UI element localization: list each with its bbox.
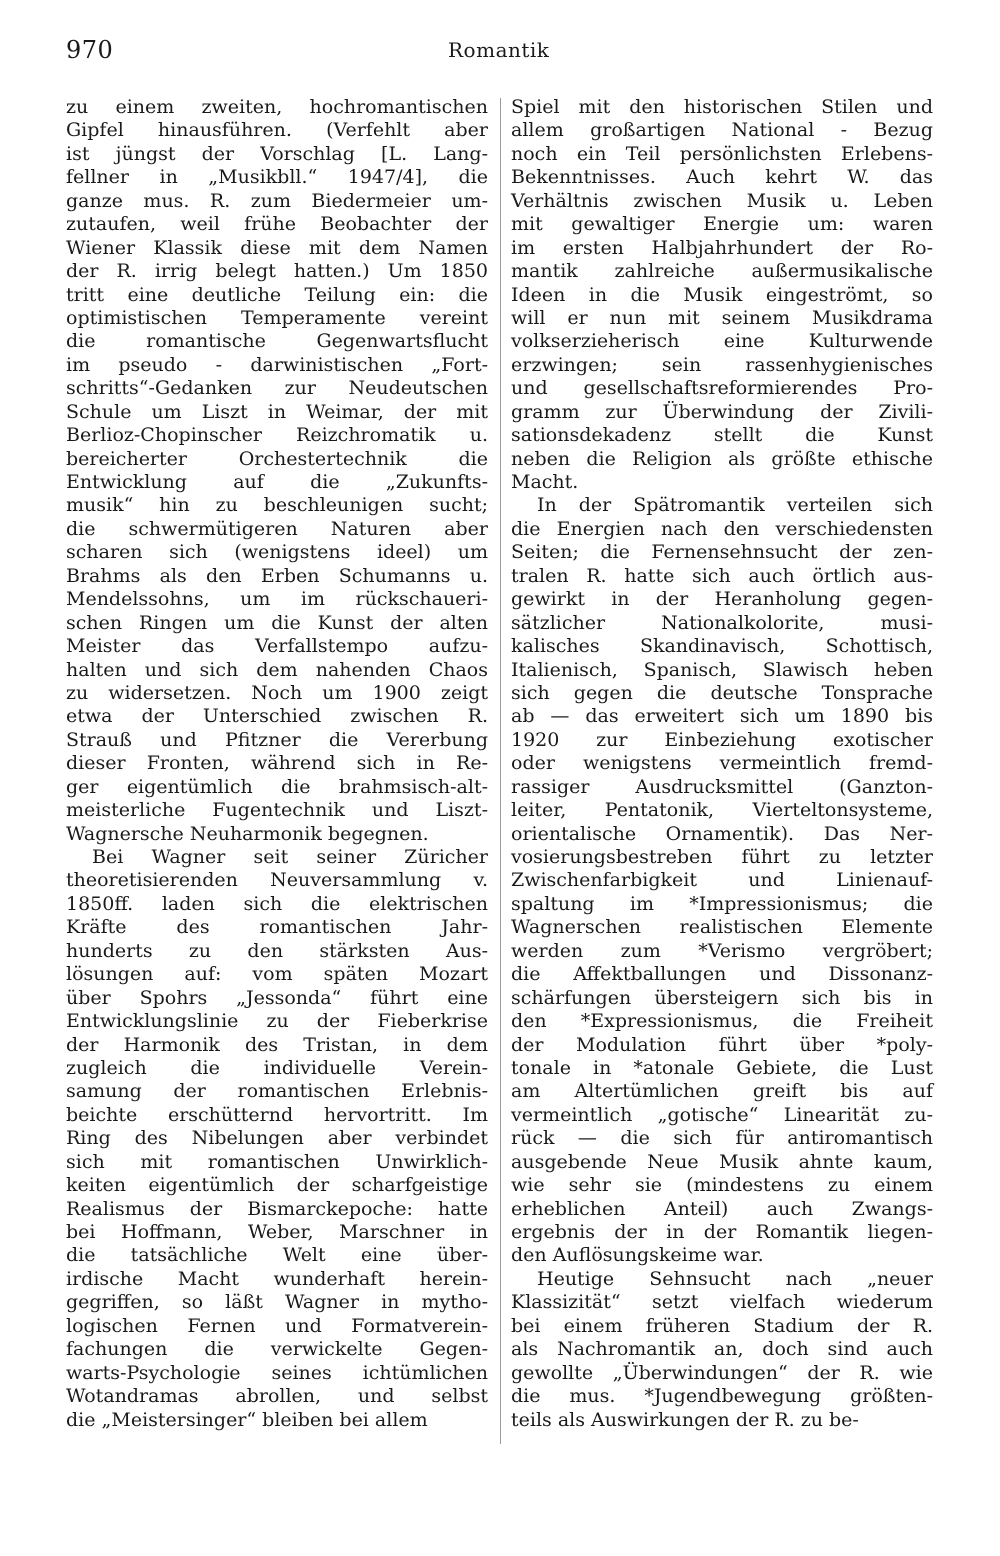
right-text-column [511,96,933,1432]
right-column-line: erheblichen Anteil) auch Zwangs- [511,1197,933,1220]
right-column-line: allem großartigen National - Bezug [511,119,933,142]
right-column-line: am Altertümlichen greift bis auf [511,1080,933,1103]
left-column-line: samung der romantischen Erlebnis- [66,1080,488,1103]
left-column-line: zu widersetzen. Noch um 1900 zeigt [66,681,488,704]
right-column-line: rück — die sich für antiromantisch [511,1127,933,1150]
right-column-line: Wagnerschen realistischen Elemente [511,916,933,939]
left-column-line: Entwicklungslinie zu der Fieberkrise [66,1010,488,1033]
right-column-line: rassiger Ausdrucksmittel (Ganzton- [511,775,933,798]
right-column-line: als Nachromantik an, doch sind auch [511,1338,933,1361]
right-column-line: Macht. [511,471,579,493]
left-column-line: logischen Fernen und Formatverein- [66,1314,488,1337]
left-column-line: im pseudo - darwinistischen „Fort- [66,353,488,376]
right-column-line: Seiten; die Fernensehnsucht der zen- [511,541,933,564]
right-column-line: vermeintlich „gotische“ Linearität zu- [511,1103,933,1126]
right-column-line: die Energien nach den verschiedensten [511,517,933,540]
right-column-line: ergebnis der in der Romantik liegen- [511,1221,933,1243]
left-column-line: schritts“-Gedanken zur Neudeutschen [66,377,488,400]
right-column-line: Klassizität“ setzt vielfach wiederum [511,1291,933,1314]
right-column-line: der Modulation führt über *poly- [511,1033,933,1056]
right-column-line: teils als Auswirkungen der R. zu be- [511,1408,859,1431]
left-column-line: Wotandramas abrollen, und selbst [66,1385,488,1408]
left-column-line: scharen sich (wenigstens ideel) um [66,541,488,564]
left-column-line: meisterliche Fugentechnik und Liszt- [66,799,488,822]
left-column-line: Brahms als den Erben Schumanns u. [66,564,488,587]
right-column-line: orientalische Ornamentik). Das Ner- [511,822,933,845]
page-number: 970 [66,36,114,64]
left-column-line: ganze mus. R. zum Biedermeier um- [66,189,488,212]
left-column-line: tritt eine deutliche Teilung ein: die [66,283,488,306]
right-column-line: mit gewaltiger Energie um: waren [511,213,933,236]
right-column-line: neben die Religion als größte ethische [511,447,933,470]
right-column-line: will er nun mit seinem Musikdrama [511,306,933,329]
left-column-line: Entwicklung auf die „Zukunfts- [66,471,488,493]
right-column-line: bei einem früheren Stadium der R. [511,1314,933,1337]
left-column-line: Bei Wagner seit seiner Züricher [92,846,488,868]
right-column-line: Italienisch, Spanisch, Slawisch heben [511,658,933,681]
left-column-line: der R. irrig belegt hatten.) Um 1850 [66,260,488,283]
right-column-line: den *Expressionismus, die Freiheit [511,1010,933,1033]
left-column-line: die schwermütigeren Naturen aber [66,517,488,540]
right-column-line: tralen R. hatte sich auch örtlich aus- [511,564,933,587]
left-column-line: die „Meistersinger“ bleiben bei allem [66,1408,428,1431]
right-column-line: sich gegen die deutsche Tonsprache [511,681,933,704]
left-column-line: fachungen die verwickelte Gegen- [66,1338,488,1361]
left-column-line: Wagnersche Neuharmonik begegnen. [66,822,429,845]
right-column-line: schärfungen übersteigern sich bis in [511,986,933,1009]
right-column-line: Ideen in die Musik eingeströmt, so [511,283,933,306]
left-column-line: Wiener Klassik diese mit dem Namen [66,236,488,259]
left-column-line: keiten eigentümlich der scharfgeistige [66,1174,488,1197]
left-column-line: Ring des Nibelungen aber verbindet [66,1127,488,1150]
left-column-line: Schule um Liszt in Weimar, der mit [66,400,488,423]
left-column-line: etwa der Unterschied zwischen R. [66,705,488,728]
column-divider [500,98,501,1444]
right-column-line: werden zum *Verismo vergröbert; [511,939,933,962]
right-column-line: Heutige Sehnsucht nach „neuer [537,1267,933,1290]
right-column-line: leiter, Pentatonik, Vierteltonsysteme, [511,799,933,822]
left-column-line: 1850ff. laden sich die elektrischen [66,892,488,915]
right-column-line: und gesellschaftsreformierendes Pro- [511,377,933,400]
left-column-line: zugleich die individuelle Verein- [66,1056,488,1079]
right-column-line: wie sehr sie (mindestens zu einem [511,1174,933,1197]
left-column-line: über Spohrs „Jessonda“ führt eine [66,986,488,1009]
right-column-line: die Affektballungen und Dissonanz- [511,963,933,986]
right-column-line: spaltung im *Impressionismus; die [511,892,933,915]
left-text-column [66,96,488,1432]
right-column-line: den Auflösungskeime war. [511,1244,764,1267]
left-column-line: sich mit romantischen Unwirklich- [66,1150,488,1173]
left-column-line: halten und sich dem nahenden Chaos [66,658,488,681]
left-column-line: optimistischen Temperamente vereint [66,306,488,329]
left-column-line: bereicherter Orchestertechnik die [66,447,488,470]
left-column-line: bei Hoffmann, Weber, Marschner in [66,1221,488,1243]
left-column-line: Mendelssohns, um im rückschaueri- [66,588,488,611]
left-column-line: der Harmonik des Tristan, in dem [66,1033,488,1056]
right-column-line: sätzlicher Nationalkolorite, musi- [511,611,933,634]
right-column-line: vosierungsbestreben führt zu letzter [511,846,933,868]
right-column-line: noch ein Teil persönlichsten Erlebens- [511,142,933,165]
left-column-line: zu einem zweiten, hochromantischen [66,96,488,118]
right-column-line: volkserzieherisch eine Kulturwende [511,330,933,353]
right-column-line: mantik zahlreiche außermusikalische [511,260,933,283]
right-column-line: ab — das erweitert sich um 1890 bis [511,705,933,728]
right-column-line: ausgebende Neue Musik ahnte kaum, [511,1150,933,1173]
right-column-line: Bekenntnisses. Auch kehrt W. das [511,166,933,189]
left-column-line: gegriffen, so läßt Wagner in mytho- [66,1291,488,1314]
left-column-line: beichte erschütternd hervortritt. Im [66,1103,488,1126]
left-column-line: ist jüngst der Vorschlag [L. Lang- [66,142,488,165]
right-column-line: kalisches Skandinavisch, Schottisch, [511,635,933,658]
left-column-line: Berlioz-Chopinscher Reizchromatik u. [66,424,488,447]
left-column-line: Realismus der Bismarckepoche: hatte [66,1197,488,1220]
left-column-line: fellner in „Musikbll.“ 1947/4], die [66,166,488,189]
left-column-line: lösungen auf: vom späten Mozart [66,963,488,986]
left-column-line: warts-Psychologie seines ichtümlichen [66,1361,488,1384]
left-column-line: Gipfel hinausführen. (Verfehlt aber [66,119,488,142]
right-column-line: tonale in *atonale Gebiete, die Lust [511,1056,933,1079]
right-column-line: oder wenigstens vermeintlich fremd- [511,752,933,775]
right-column-line: gewirkt in der Heranholung gegen- [511,588,933,611]
right-column-line: im ersten Halbjahrhundert der Ro- [511,236,933,259]
left-column-line: irdische Macht wunderhaft herein- [66,1267,488,1290]
left-column-line: theoretisierenden Neuversammlung v. [66,869,488,892]
left-column-line: schen Ringen um die Kunst der alten [66,611,488,634]
right-column-line: gramm zur Überwindung der Zivili- [511,400,933,423]
left-column-line: die romantische Gegenwartsflucht [66,330,488,353]
right-column-line: 1920 zur Einbeziehung exotischer [511,728,933,751]
left-column-line: ger eigentümlich die brahmsisch-alt- [66,775,488,798]
right-column-line: erzwingen; sein rassenhygienisches [511,353,933,376]
right-column-line: Zwischenfarbigkeit und Linienauf- [511,869,933,892]
right-column-line: gewollte „Überwindungen“ der R. wie [511,1361,933,1384]
right-column-line: die mus. *Jugendbewegung größten- [511,1385,933,1408]
left-column-line: zutaufen, weil frühe Beobachter der [66,213,488,236]
left-column-line: musik“ hin zu beschleunigen sucht; [66,494,488,517]
left-column-line: die tatsächliche Welt eine über- [66,1244,488,1267]
left-column-line: dieser Fronten, während sich in Re- [66,752,488,775]
left-column-line: hunderts zu den stärksten Aus- [66,939,488,962]
running-head: Romantik [448,38,550,62]
right-column-line: In der Spätromantik verteilen sich [537,494,933,517]
left-column-line: Strauß und Pfitzner die Vererbung [66,728,488,751]
right-column-line: sationsdekadenz stellt die Kunst [511,424,933,447]
left-column-line: Meister das Verfallstempo aufzu- [66,635,488,658]
right-column-line: Verhältnis zwischen Musik u. Leben [511,189,933,212]
right-column-line: Spiel mit den historischen Stilen und [511,96,933,118]
left-column-line: Kräfte des romantischen Jahr- [66,916,488,939]
